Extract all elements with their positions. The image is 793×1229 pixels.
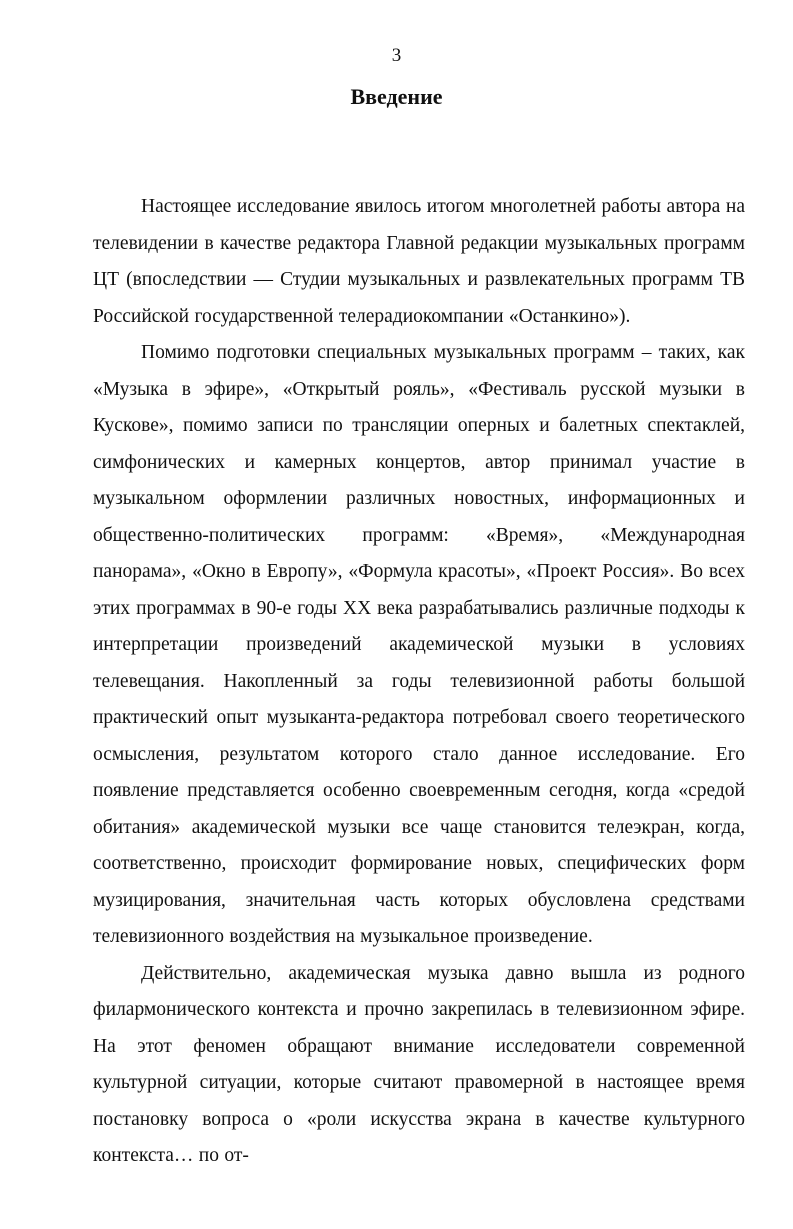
paragraph-3: Действительно, академическая музыка давно вышла из родного филармонического контекста и прочно закрепилась в телевизионном эфире. На этот феномен обращают внимание исследователи современной культурной ситуации, которые считают правомерной в настоящее время постановку вопроса о «роли искусства экрана в качестве культурного контекста… по от- — [93, 962, 745, 1166]
paragraph-2: Помимо подготовки специальных музыкальных программ – таких, как «Музыка в эфире», «Открытый рояль», «Фестиваль русской музыки в Кускове», помимо записи по трансляции оперных и балетных спектаклей, симфонических и камерных концертов, автор принимал участие в музыкальном оформлении различных новостных, информационных и общественно-политических программ: «Время», «Международная панорама», «Окно в Европу», «Формула красоты», «Проект Россия». Во всех этих программах в 90-е годы XX века разрабатывались различные подходы к интерпретации произведений академической музыки в условиях телевещания. Накопленный за годы телевизионной работы большой практический опыт музыканта-редактора потребовал своего теоретического осмысления, результатом которого стало данное исследование. Его появление представляется особенно своевременным сегодня, когда «средой обитания» академической музыки все чаще становится телеэкран, когда, соответственно, происходит формирование новых, специфических форм музицирования, значительная часть которых обусловлена средствами телевизионного воздействия на музыкальное произведение. — [93, 342, 745, 947]
paragraph-1: Настоящее исследование явилось итогом многолетней работы автора на телевидении в качестве редактора Главной редакции музыкальных программ ЦТ (впоследствии — Студии музыкальных и развлекательных программ ТВ Российской государственной телерадиокомпании «Останкино»). — [93, 196, 745, 327]
body-text — [93, 189, 745, 1175]
page-title: Введение — [350, 84, 443, 109]
page-number: 3 — [391, 45, 402, 66]
